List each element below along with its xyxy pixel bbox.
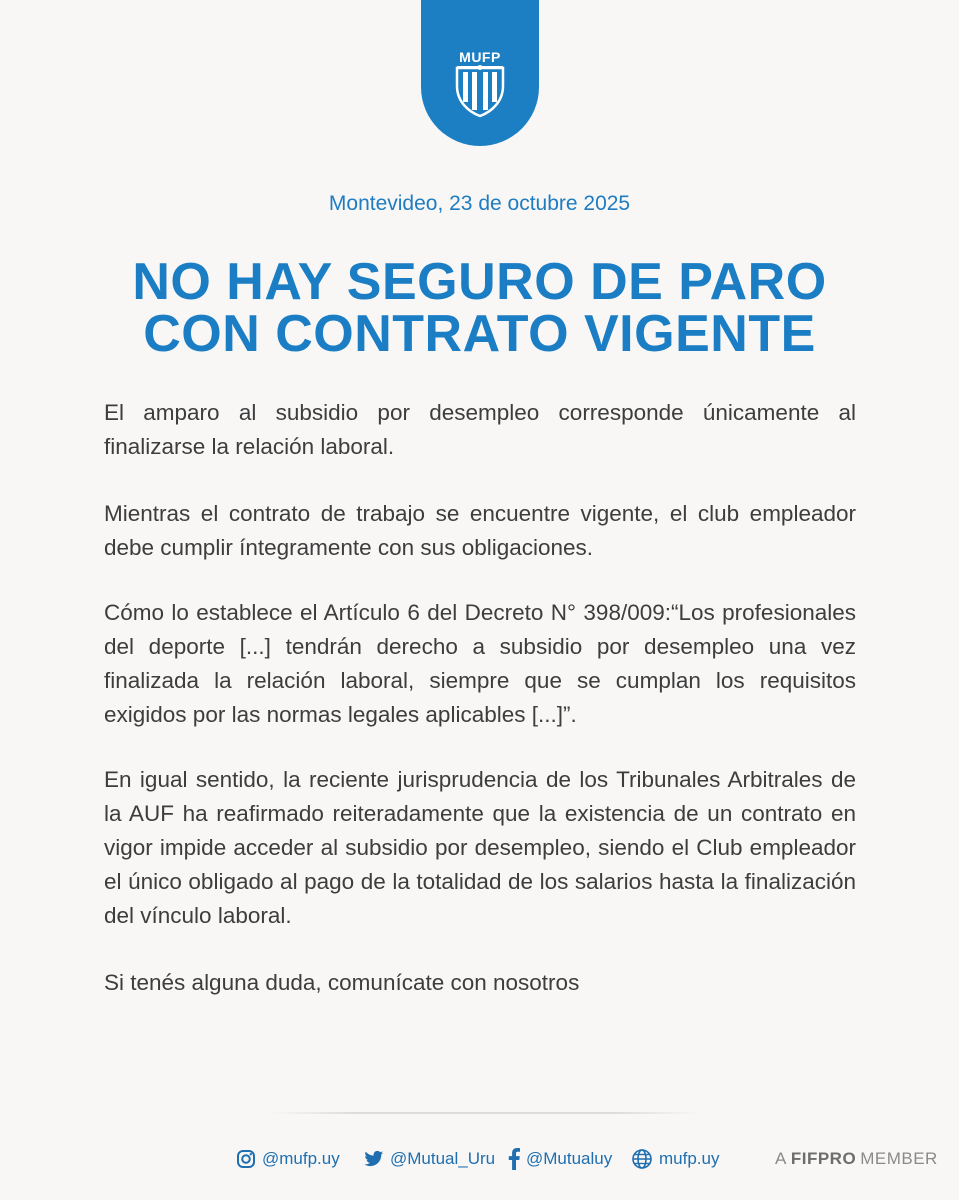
instagram-link[interactable]	[236, 1144, 340, 1174]
headline	[0, 253, 959, 363]
logo-text: MUFP	[459, 49, 501, 65]
facebook-link[interactable]	[508, 1144, 612, 1174]
headline-line-1: NO HAY SEGURO DE PARO	[132, 253, 827, 311]
paragraph-4: En igual sentido, la reciente jurisprudencia de los Tribunales Arbitrales de la AUF ha reafirmado reiteradamente que la existencia de un contrato en vigor impide acceder al subsidio por desempleo, siendo el Club empleador el único obligado al pago de la totalidad de los salarios hasta la finalización del vínculo laboral.	[104, 767, 856, 928]
paragraph-1: El amparo al subsidio por desempleo corresponde únicamente al finalizarse la relación laboral.	[104, 400, 856, 459]
footer	[0, 1144, 959, 1174]
paragraph-5: Si tenés alguna duda, comunícate con nosotros	[104, 970, 580, 995]
website-link[interactable]	[631, 1144, 719, 1174]
twitter-link[interactable]	[364, 1144, 495, 1174]
date-line: Montevideo, 23 de octubre 2025	[328, 192, 631, 215]
footer-divider	[270, 1112, 700, 1114]
globe-icon	[631, 1148, 653, 1170]
fifpro-brand: FIFPRO	[790, 1149, 857, 1168]
twitter-icon	[364, 1150, 384, 1168]
fifpro-prefix: A	[775, 1149, 787, 1168]
paragraph-2: Mientras el contrato de trabajo se encuentre vigente, el club empleador debe cumplir íntegramente con sus obligaciones.	[104, 501, 856, 560]
facebook-handle: @Mutualuy	[526, 1149, 613, 1168]
twitter-handle: @Mutual_Uru	[390, 1149, 496, 1168]
website-url: mufp.uy	[659, 1149, 720, 1168]
mufp-logo-badge	[421, 0, 539, 146]
instagram-handle: @mufp.uy	[262, 1149, 340, 1168]
paragraph-3: Cómo lo establece el Artículo 6 del Decreto N° 398/009:“Los profesionales del deporte [...] tendrán derecho a subsidio por desempleo una vez finalizada la relación laboral, siempre que se cumplan los requisitos exigidos por las normas legales aplicables [...]”.	[104, 600, 856, 727]
facebook-icon	[508, 1148, 520, 1170]
fifpro-member-mark	[775, 1144, 938, 1174]
fifpro-suffix: MEMBER	[860, 1149, 938, 1168]
instagram-icon	[236, 1149, 256, 1169]
headline-line-2: CON CONTRATO VIGENTE	[143, 305, 816, 363]
